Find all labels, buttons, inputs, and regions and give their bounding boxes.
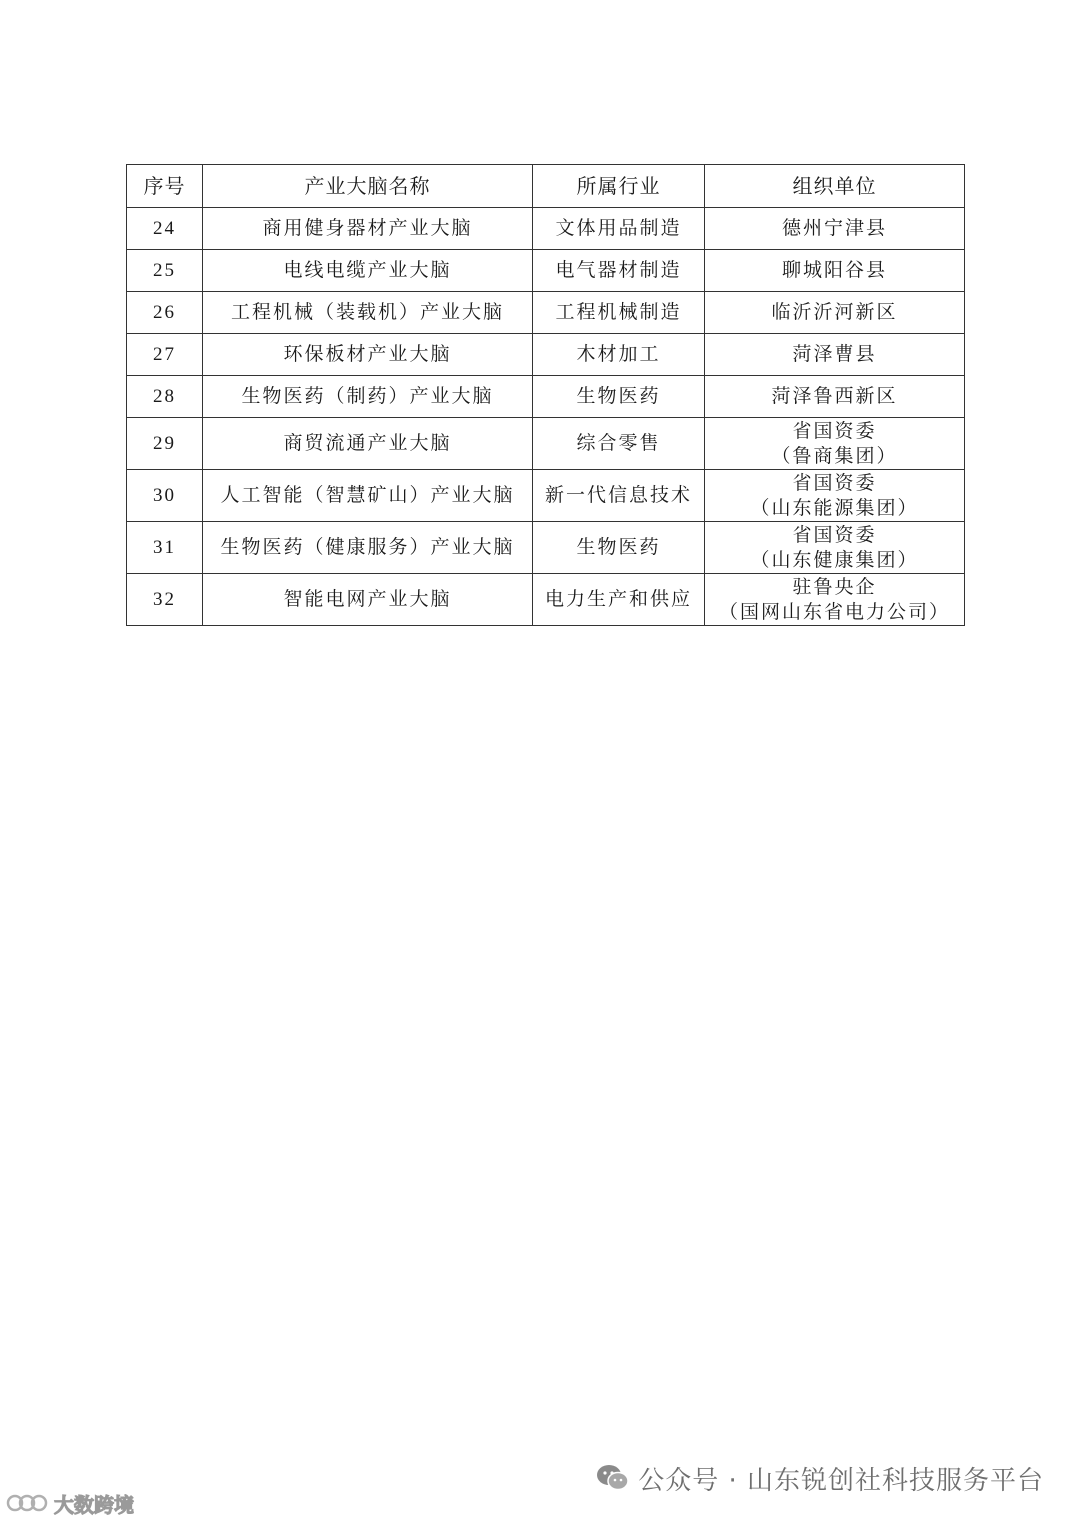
row-industry: 新一代信息技术 [533,470,705,522]
organization-line: （国网山东省电力公司） [718,600,950,623]
row-organization [705,292,965,334]
row-number: 29 [127,418,203,470]
wechat-watermark [596,1458,1044,1498]
row-industry: 电气器材制造 [533,250,705,292]
organization-line: 省国资委 [792,471,877,494]
organization-line: 临沂沂河新区 [771,301,898,323]
industry-brain-table [126,164,965,626]
header-organization: 组织单位 [705,165,965,208]
row-number: 28 [127,376,203,418]
organization-line: 省国资委 [792,523,877,546]
table-row [127,208,965,250]
table-row [127,292,965,334]
watermark-text: 公众号 · 山东锐创社科技服务平台 [638,1465,1044,1496]
row-brain-name: 人工智能（智慧矿山）产业大脑 [203,470,533,522]
row-organization [705,522,965,574]
table-header-row [127,165,965,208]
row-industry: 综合零售 [533,418,705,470]
row-industry: 生物医药 [533,376,705,418]
corner-watermark [6,1488,134,1518]
organization-line: （山东健康集团） [750,548,919,571]
organization-line: （鲁商集团） [771,444,898,467]
row-industry: 工程机械制造 [533,292,705,334]
table-row [127,376,965,418]
table-row [127,250,965,292]
organization-line: 菏泽曹县 [792,343,877,365]
table-row [127,574,965,626]
logo-icon [6,1490,48,1516]
row-brain-name: 生物医药（制药）产业大脑 [203,376,533,418]
row-number: 26 [127,292,203,334]
row-brain-name: 生物医药（健康服务）产业大脑 [203,522,533,574]
row-industry: 生物医药 [533,522,705,574]
organization-line: 菏泽鲁西新区 [771,385,898,407]
row-brain-name: 商用健身器材产业大脑 [203,208,533,250]
organization-line: 德州宁津县 [781,217,887,239]
row-organization [705,334,965,376]
row-brain-name: 电线电缆产业大脑 [203,250,533,292]
row-industry: 木材加工 [533,334,705,376]
corner-mark-text: 大数跨境 [54,1492,134,1517]
row-brain-name: 工程机械（装载机）产业大脑 [203,292,533,334]
row-organization [705,470,965,522]
organization-line: 聊城阳谷县 [781,259,887,281]
row-brain-name: 商贸流通产业大脑 [203,418,533,470]
organization-line: 驻鲁央企 [792,575,877,598]
organization-line: 省国资委 [792,419,877,442]
table-row [127,522,965,574]
row-organization [705,250,965,292]
row-brain-name: 环保板材产业大脑 [203,334,533,376]
row-organization [705,376,965,418]
row-number: 25 [127,250,203,292]
row-number: 27 [127,334,203,376]
header-number: 序号 [127,165,203,208]
header-brain-name: 产业大脑名称 [203,165,533,208]
table-row [127,470,965,522]
row-number: 31 [127,522,203,574]
wechat-icon [596,1463,630,1493]
table-row [127,334,965,376]
row-organization [705,208,965,250]
table-row [127,418,965,470]
row-number: 30 [127,470,203,522]
row-organization [705,574,965,626]
row-industry: 文体用品制造 [533,208,705,250]
row-organization [705,418,965,470]
row-number: 32 [127,574,203,626]
row-industry: 电力生产和供应 [533,574,705,626]
organization-line: （山东能源集团） [750,496,919,519]
row-brain-name: 智能电网产业大脑 [203,574,533,626]
table-body [127,208,965,626]
header-industry: 所属行业 [533,165,705,208]
row-number: 24 [127,208,203,250]
